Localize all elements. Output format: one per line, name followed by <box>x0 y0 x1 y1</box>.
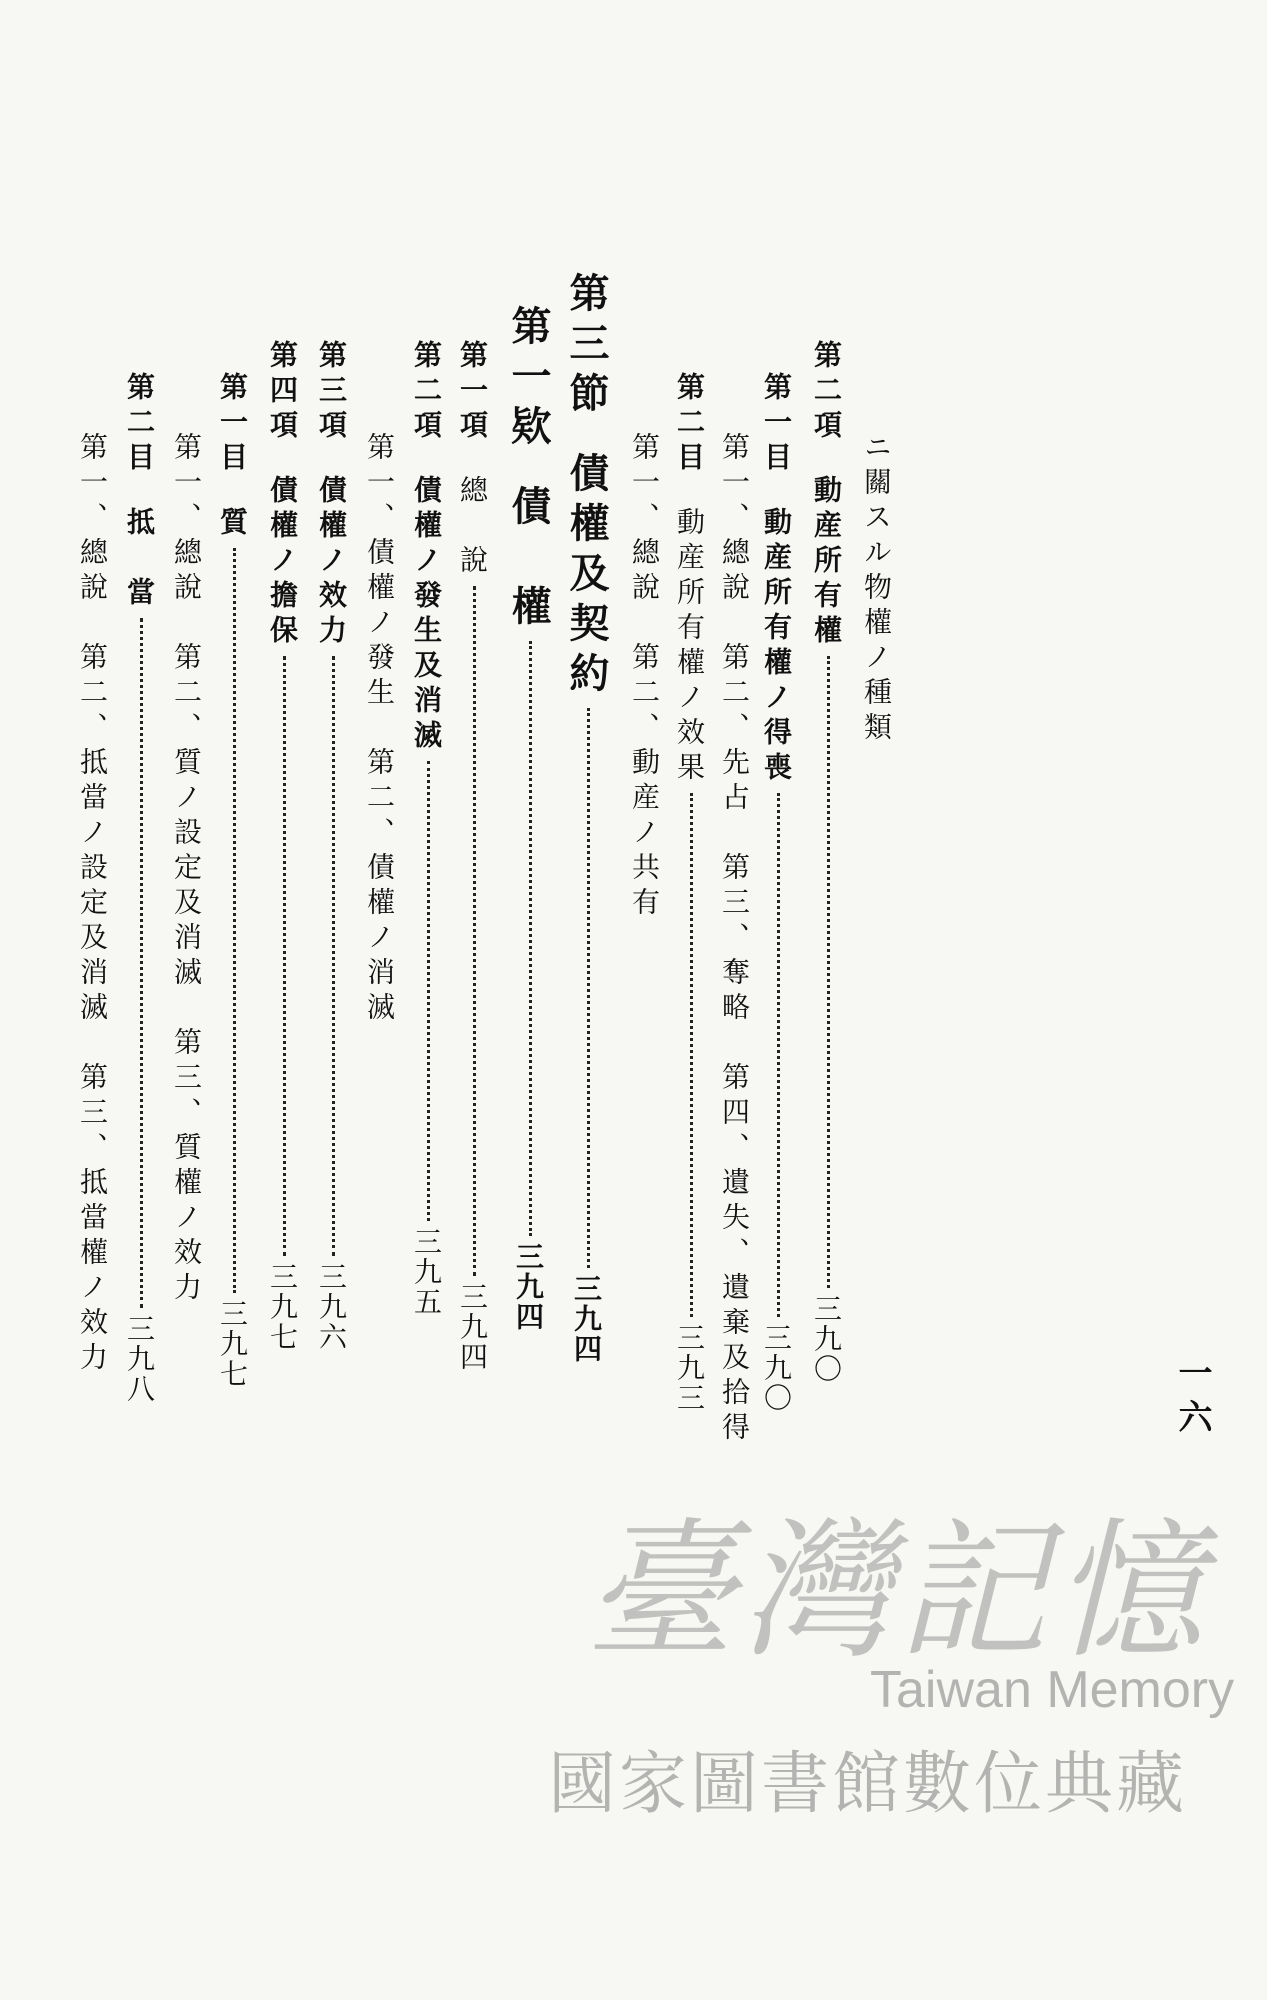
toc-page: 三九六 <box>315 1262 348 1352</box>
toc-heading: 第二項 <box>410 340 443 445</box>
leader-dots <box>773 793 780 1317</box>
leader-dots <box>423 761 430 1221</box>
toc-heading: 第一項 <box>456 340 489 445</box>
toc-title: 動産所有權 <box>810 475 843 650</box>
toc-line <box>628 432 661 922</box>
toc-heading: 第一欵 <box>505 305 552 455</box>
leader-dots <box>328 656 335 1256</box>
toc-text: 第一、總說 第二、質ノ設定及消滅 第三、質權ノ效力 <box>170 432 203 1307</box>
toc-page: 三九〇 <box>760 1323 793 1413</box>
toc-entry[interactable] <box>760 372 793 1413</box>
toc-entry[interactable] <box>410 340 443 1317</box>
toc-entry[interactable] <box>456 340 489 1372</box>
toc-page: 三九四 <box>570 1274 603 1364</box>
toc-page: 三九五 <box>410 1227 443 1317</box>
toc-heading: 第二項 <box>810 340 843 445</box>
toc-entry[interactable] <box>810 340 843 1384</box>
toc-page: 三九八 <box>123 1314 156 1404</box>
watermark-english: Taiwan Memory <box>870 1661 1235 1719</box>
toc-title: 債權ノ效力 <box>315 475 348 650</box>
toc-heading: 第一目 <box>216 372 249 477</box>
toc-page: 三九七 <box>216 1299 249 1389</box>
toc-line <box>860 432 893 747</box>
toc-page: 三九四 <box>456 1282 489 1372</box>
toc-heading: 第三項 <box>315 340 348 445</box>
toc-entry[interactable] <box>123 372 156 1404</box>
toc-line <box>363 432 396 1027</box>
leader-dots <box>136 618 143 1308</box>
toc-title: 動産所有權ノ效果 <box>673 507 706 787</box>
toc-title: 債權ノ發生及消滅 <box>410 475 443 755</box>
toc-line <box>76 432 109 1377</box>
leader-dots <box>525 641 532 1236</box>
watermark-library: 國家圖書館數位典藏 <box>548 1745 1188 1824</box>
toc-title: 質 <box>216 507 249 542</box>
watermark-logo: 臺灣記憶 <box>585 1505 1210 1679</box>
leader-dots <box>229 548 236 1293</box>
leader-dots <box>823 656 830 1288</box>
toc-heading: 第四項 <box>266 340 299 445</box>
toc-text: ニ關スル物權ノ種類 <box>860 432 893 747</box>
toc-entry[interactable] <box>266 340 299 1352</box>
toc-page: 三九七 <box>266 1262 299 1352</box>
toc-text: 第一、總說 第二、動産ノ共有 <box>628 432 661 922</box>
toc-page: 三九〇 <box>810 1294 843 1384</box>
toc-page: 三九四 <box>512 1242 545 1332</box>
leader-dots <box>583 708 590 1268</box>
toc-section[interactable] <box>563 272 610 1364</box>
toc-heading: 第三節 <box>563 272 610 422</box>
toc-title: 債 權 <box>505 485 552 635</box>
toc-page: 三九三 <box>673 1323 706 1413</box>
toc-text: 第一、總說 第二、抵當ノ設定及消滅 第三、抵當權ノ效力 <box>76 432 109 1377</box>
toc-title: 動産所有權ノ得喪 <box>760 507 793 787</box>
toc-title: 總 說 <box>456 475 489 580</box>
toc-line <box>718 432 751 1447</box>
toc-entry[interactable] <box>673 372 706 1413</box>
toc-title: 債權ノ擔保 <box>266 475 299 650</box>
toc-title: 債權及契約 <box>563 452 610 702</box>
toc-chapter[interactable] <box>505 305 552 1332</box>
leader-dots <box>279 656 286 1256</box>
leader-dots <box>686 793 693 1317</box>
toc-text: 第一、債權ノ發生 第二、債權ノ消滅 <box>363 432 396 1027</box>
toc-entry[interactable] <box>216 372 249 1389</box>
toc-heading: 第一目 <box>760 372 793 477</box>
toc-text: 第一、總說 第二、先占 第三、奪略 第四、遺失、遺棄及拾得 <box>718 432 751 1447</box>
toc-heading: 第二目 <box>123 372 156 477</box>
toc-title: 抵 當 <box>123 507 156 612</box>
page-number: 一六 <box>1172 1355 1212 1443</box>
leader-dots <box>469 586 476 1276</box>
toc-entry[interactable] <box>315 340 348 1352</box>
toc-heading: 第二目 <box>673 372 706 477</box>
toc-line <box>170 432 203 1307</box>
